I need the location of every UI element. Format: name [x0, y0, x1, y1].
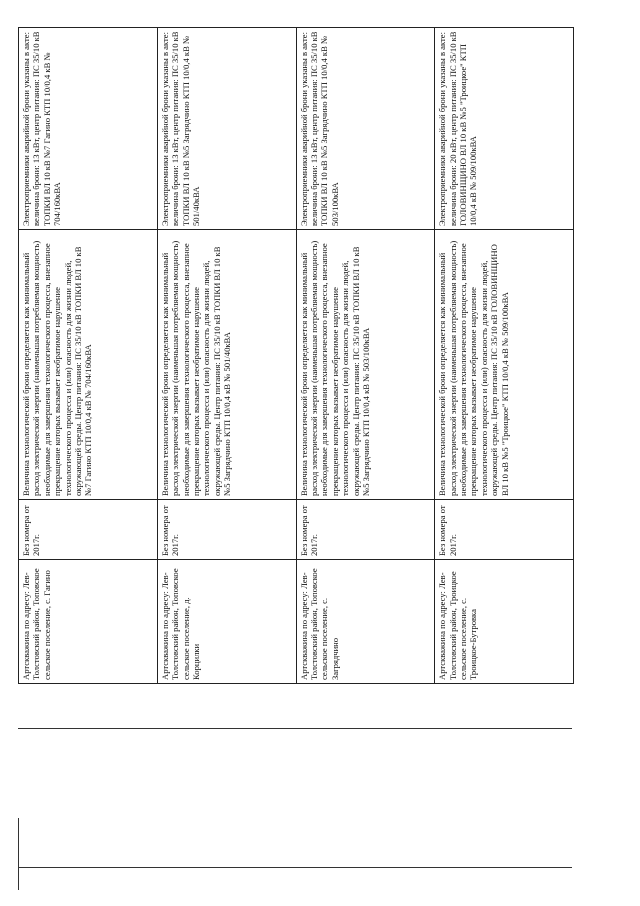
rotated-table-container [18, 28, 574, 684]
table-row [157, 28, 296, 684]
horizontal-rule [18, 867, 572, 868]
act-number-cell: Без номера от 2017г. [19, 500, 158, 560]
address-cell: Артскважина по адресу: Лев-Толстовский район, Троицкое сельское поселение, с. Троицкое-Бутровка [435, 560, 574, 684]
technological-reserve-cell: Величина технологической брони определяется как минимальный расход электрической энергии (наименьшая потребляемая мощность) необходимые для завершения технологического процесса, внезапное прекращение которых вызывает необратимое нарушение технологического процесса и (или) опасность для жизни людей, окружающей среды. Центр питания: ПС 35/10 кВ ТОПКИ ВЛ 10 кВ №7 Гагино КТП 10/0,4 кВ № 704/160кВА [19, 230, 158, 500]
horizontal-rule [18, 728, 572, 729]
emergency-reserve-cell: Электроприемники аварийной брони указаны в акте: величина брони: 13 кВт, центр питания: ПС 35/10 кВ ТОПКИ ВЛ 10 кВ №7 Гагино КТП 10/0,4 кВ № 704/160кВА [19, 28, 158, 230]
act-number-cell: Без номера от 2017г. [435, 500, 574, 560]
address-cell: Артскважина по адресу: Лев-Толстовский район, Топовское сельское поселение, с. Гагино [19, 560, 158, 684]
table-row [19, 28, 158, 684]
emergency-reserve-cell: Электроприемники аварийной брони указаны в акте: величина брони: 13 кВт, центр питания: ПС 35/10 кВ ТОПКИ ВЛ 10 кВ №5 Загрядчино КТП 10/0,4 кВ № 501/40кВА [157, 28, 296, 230]
technological-reserve-cell: Величина технологической брони определяется как минимальный расход электрической энергии (наименьшая потребляемая мощность) необходимые для завершения технологического процесса, внезапное прекращение которых вызывает необратимое нарушение технологического процесса и (или) опасность для жизни людей, окружающей среды. Центр питания: ПС 35/10 кВ ГОЛОВИНЩИНО ВЛ 10 кВ №5 "Троицкое" КТП 10/0,4 кВ № 509/100кВА [435, 230, 574, 500]
technological-reserve-cell: Величина технологической брони определяется как минимальный расход электрической энергии (наименьшая потребляемая мощность) необходимые для завершения технологического процесса, внезапное прекращение которых вызывает необратимое нарушение технологического процесса и (или) опасность для жизни людей, окружающей среды. Центр питания: ПС 35/10 кВ ТОПКИ ВЛ 10 кВ №5 Загрядчино КТП 10/0,4 кВ № 501/40кВА [157, 230, 296, 500]
table-row [435, 28, 574, 684]
vertical-rule [18, 818, 19, 890]
act-number-cell: Без номера от 2017г. [296, 500, 435, 560]
technological-reserve-cell: Величина технологической брони определяется как минимальный расход электрической энергии (наименьшая потребляемая мощность) необходимые для завершения технологического процесса, внезапное прекращение которых вызывает необратимое нарушение технологического процесса и (или) опасность для жизни людей, окружающей среды. Центр питания: ПС 35/10 кВ ТОПКИ ВЛ 10 кВ №5 Загрядчино КТП 10/0,4 кВ № 503/100кВА [296, 230, 435, 500]
act-number-cell: Без номера от 2017г. [157, 500, 296, 560]
emergency-reserve-cell: Электроприемники аварийной брони указаны в акте: величина брони: 13 кВт, центр питания: ПС 35/10 кВ ТОПКИ ВЛ 10 кВ №5 Загрядчино КТП 10/0,4 кВ № 503/100кВА [296, 28, 435, 230]
table-row [296, 28, 435, 684]
address-cell: Артскважина по адресу: Лев-Толстовский район, Топовское сельское поселение, д. Корцилки [157, 560, 296, 684]
emergency-reserve-cell: Электроприемники аварийной брони указаны в акте: величина брони: 20 кВт, центр питания: ПС 35/10 кВ ГОЛОВИНЩИНО ВЛ 10 кВ №5 "Троицкое" КТП 10/0,4 кВ № 509/100кВА [435, 28, 574, 230]
reservation-table [18, 27, 574, 684]
address-cell: Артскважина по адресу: Лев-Толстовский район, Топовское сельское поселение, с. Загрядчино [296, 560, 435, 684]
